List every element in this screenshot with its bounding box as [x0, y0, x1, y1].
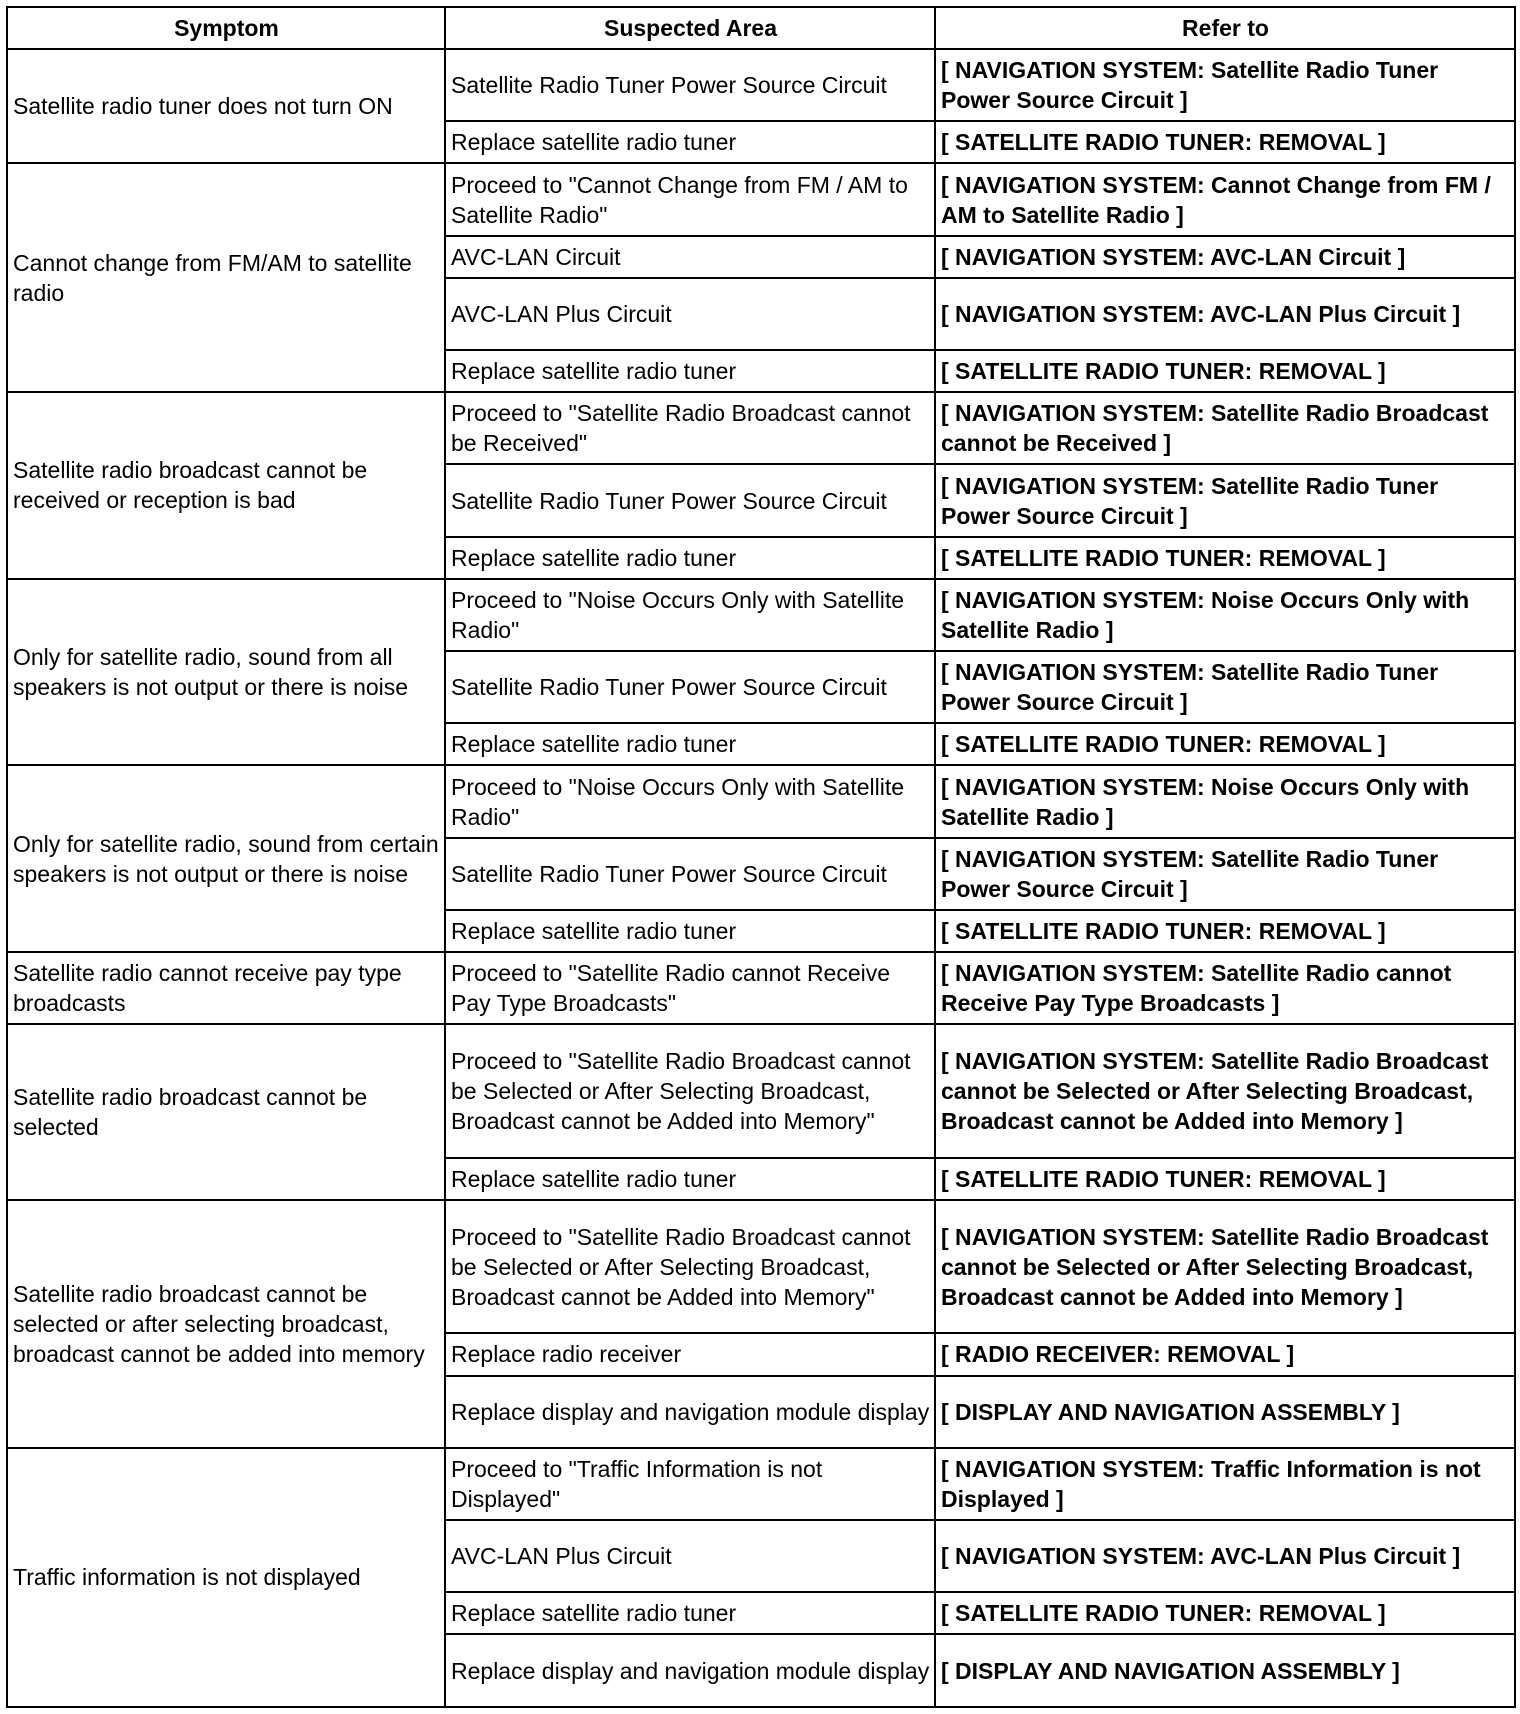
refer-to-link[interactable]: [ SATELLITE RADIO TUNER: REMOVAL ] [935, 350, 1515, 392]
table-row [7, 163, 1515, 235]
suspected-area-cell: Satellite Radio Tuner Power Source Circuit [445, 838, 935, 910]
refer-to-link[interactable]: [ NAVIGATION SYSTEM: AVC-LAN Plus Circuit ] [935, 1520, 1515, 1592]
symptom-cell: Satellite radio cannot receive pay type broadcasts [7, 952, 445, 1024]
table-row [7, 1200, 1515, 1333]
refer-to-link[interactable]: [ NAVIGATION SYSTEM: Satellite Radio cannot Receive Pay Type Broadcasts ] [935, 952, 1515, 1024]
refer-to-link[interactable]: [ NAVIGATION SYSTEM: AVC-LAN Plus Circuit ] [935, 278, 1515, 350]
suspected-area-cell: Proceed to "Satellite Radio Broadcast cannot be Selected or After Selecting Broadcast, Broadcast cannot be Added into Memory" [445, 1200, 935, 1333]
suspected-area-cell: Replace satellite radio tuner [445, 1158, 935, 1200]
refer-to-link[interactable]: [ NAVIGATION SYSTEM: Satellite Radio Tuner Power Source Circuit ] [935, 464, 1515, 536]
suspected-area-cell: Proceed to "Traffic Information is not Displayed" [445, 1448, 935, 1520]
refer-to-link[interactable]: [ NAVIGATION SYSTEM: Satellite Radio Tuner Power Source Circuit ] [935, 651, 1515, 723]
table-row [7, 1448, 1515, 1520]
suspected-area-cell: AVC-LAN Circuit [445, 236, 935, 278]
header-refer-to: Refer to [935, 7, 1515, 49]
symptom-cell: Only for satellite radio, sound from all speakers is not output or there is noise [7, 579, 445, 766]
symptom-cell: Satellite radio broadcast cannot be selected or after selecting broadcast, broadcast cannot be added into memory [7, 1200, 445, 1448]
header-symptom: Symptom [7, 7, 445, 49]
suspected-area-cell: Proceed to "Satellite Radio cannot Receive Pay Type Broadcasts" [445, 952, 935, 1024]
refer-to-link[interactable]: [ NAVIGATION SYSTEM: Satellite Radio Broadcast cannot be Received ] [935, 392, 1515, 464]
refer-to-link[interactable]: [ NAVIGATION SYSTEM: Satellite Radio Broadcast cannot be Selected or After Selecting Broadcast, Broadcast cannot be Added into Memory ] [935, 1024, 1515, 1157]
symptom-cell: Only for satellite radio, sound from certain speakers is not output or there is noise [7, 765, 445, 952]
table-row [7, 392, 1515, 464]
symptom-cell: Cannot change from FM/AM to satellite radio [7, 163, 445, 392]
suspected-area-cell: Proceed to "Satellite Radio Broadcast cannot be Selected or After Selecting Broadcast, Broadcast cannot be Added into Memory" [445, 1024, 935, 1157]
refer-to-link[interactable]: [ NAVIGATION SYSTEM: Noise Occurs Only with Satellite Radio ] [935, 579, 1515, 651]
refer-to-link[interactable]: [ SATELLITE RADIO TUNER: REMOVAL ] [935, 1592, 1515, 1634]
header-suspected-area: Suspected Area [445, 7, 935, 49]
suspected-area-cell: Replace display and navigation module display [445, 1376, 935, 1448]
table-row [7, 1024, 1515, 1157]
refer-to-link[interactable]: [ NAVIGATION SYSTEM: Traffic Information is not Displayed ] [935, 1448, 1515, 1520]
suspected-area-cell: AVC-LAN Plus Circuit [445, 278, 935, 350]
diagnosis-table [6, 6, 1516, 1708]
refer-to-link[interactable]: [ DISPLAY AND NAVIGATION ASSEMBLY ] [935, 1376, 1515, 1448]
suspected-area-cell: Replace satellite radio tuner [445, 350, 935, 392]
suspected-area-cell: Replace satellite radio tuner [445, 537, 935, 579]
refer-to-link[interactable]: [ SATELLITE RADIO TUNER: REMOVAL ] [935, 910, 1515, 952]
refer-to-link[interactable]: [ NAVIGATION SYSTEM: Satellite Radio Tuner Power Source Circuit ] [935, 838, 1515, 910]
refer-to-link[interactable]: [ RADIO RECEIVER: REMOVAL ] [935, 1333, 1515, 1375]
refer-to-link[interactable]: [ SATELLITE RADIO TUNER: REMOVAL ] [935, 1158, 1515, 1200]
suspected-area-cell: Replace satellite radio tuner [445, 121, 935, 163]
suspected-area-cell: Proceed to "Cannot Change from FM / AM to Satellite Radio" [445, 163, 935, 235]
suspected-area-cell: Proceed to "Noise Occurs Only with Satellite Radio" [445, 765, 935, 837]
suspected-area-cell: Proceed to "Noise Occurs Only with Satellite Radio" [445, 579, 935, 651]
suspected-area-cell: AVC-LAN Plus Circuit [445, 1520, 935, 1592]
refer-to-link[interactable]: [ SATELLITE RADIO TUNER: REMOVAL ] [935, 121, 1515, 163]
suspected-area-cell: Proceed to "Satellite Radio Broadcast cannot be Received" [445, 392, 935, 464]
refer-to-link[interactable]: [ NAVIGATION SYSTEM: Satellite Radio Broadcast cannot be Selected or After Selecting Broadcast, Broadcast cannot be Added into Memory ] [935, 1200, 1515, 1333]
refer-to-link[interactable]: [ NAVIGATION SYSTEM: Noise Occurs Only with Satellite Radio ] [935, 765, 1515, 837]
table-row [7, 952, 1515, 1024]
suspected-area-cell: Satellite Radio Tuner Power Source Circuit [445, 49, 935, 121]
refer-to-link[interactable]: [ SATELLITE RADIO TUNER: REMOVAL ] [935, 537, 1515, 579]
symptom-cell: Satellite radio broadcast cannot be selected [7, 1024, 445, 1200]
suspected-area-cell: Replace radio receiver [445, 1333, 935, 1375]
symptom-cell: Satellite radio tuner does not turn ON [7, 49, 445, 163]
refer-to-link[interactable]: [ DISPLAY AND NAVIGATION ASSEMBLY ] [935, 1634, 1515, 1707]
refer-to-link[interactable]: [ SATELLITE RADIO TUNER: REMOVAL ] [935, 723, 1515, 765]
symptom-cell: Traffic information is not displayed [7, 1448, 445, 1707]
suspected-area-cell: Replace satellite radio tuner [445, 910, 935, 952]
table-body [7, 49, 1515, 1707]
header-row [7, 7, 1515, 49]
table-row [7, 765, 1515, 837]
suspected-area-cell: Satellite Radio Tuner Power Source Circuit [445, 464, 935, 536]
suspected-area-cell: Replace satellite radio tuner [445, 723, 935, 765]
symptom-cell: Satellite radio broadcast cannot be received or reception is bad [7, 392, 445, 579]
refer-to-link[interactable]: [ NAVIGATION SYSTEM: Satellite Radio Tuner Power Source Circuit ] [935, 49, 1515, 121]
table-row [7, 49, 1515, 121]
suspected-area-cell: Satellite Radio Tuner Power Source Circuit [445, 651, 935, 723]
table-row [7, 579, 1515, 651]
refer-to-link[interactable]: [ NAVIGATION SYSTEM: Cannot Change from FM / AM to Satellite Radio ] [935, 163, 1515, 235]
suspected-area-cell: Replace display and navigation module display [445, 1634, 935, 1707]
suspected-area-cell: Replace satellite radio tuner [445, 1592, 935, 1634]
refer-to-link[interactable]: [ NAVIGATION SYSTEM: AVC-LAN Circuit ] [935, 236, 1515, 278]
